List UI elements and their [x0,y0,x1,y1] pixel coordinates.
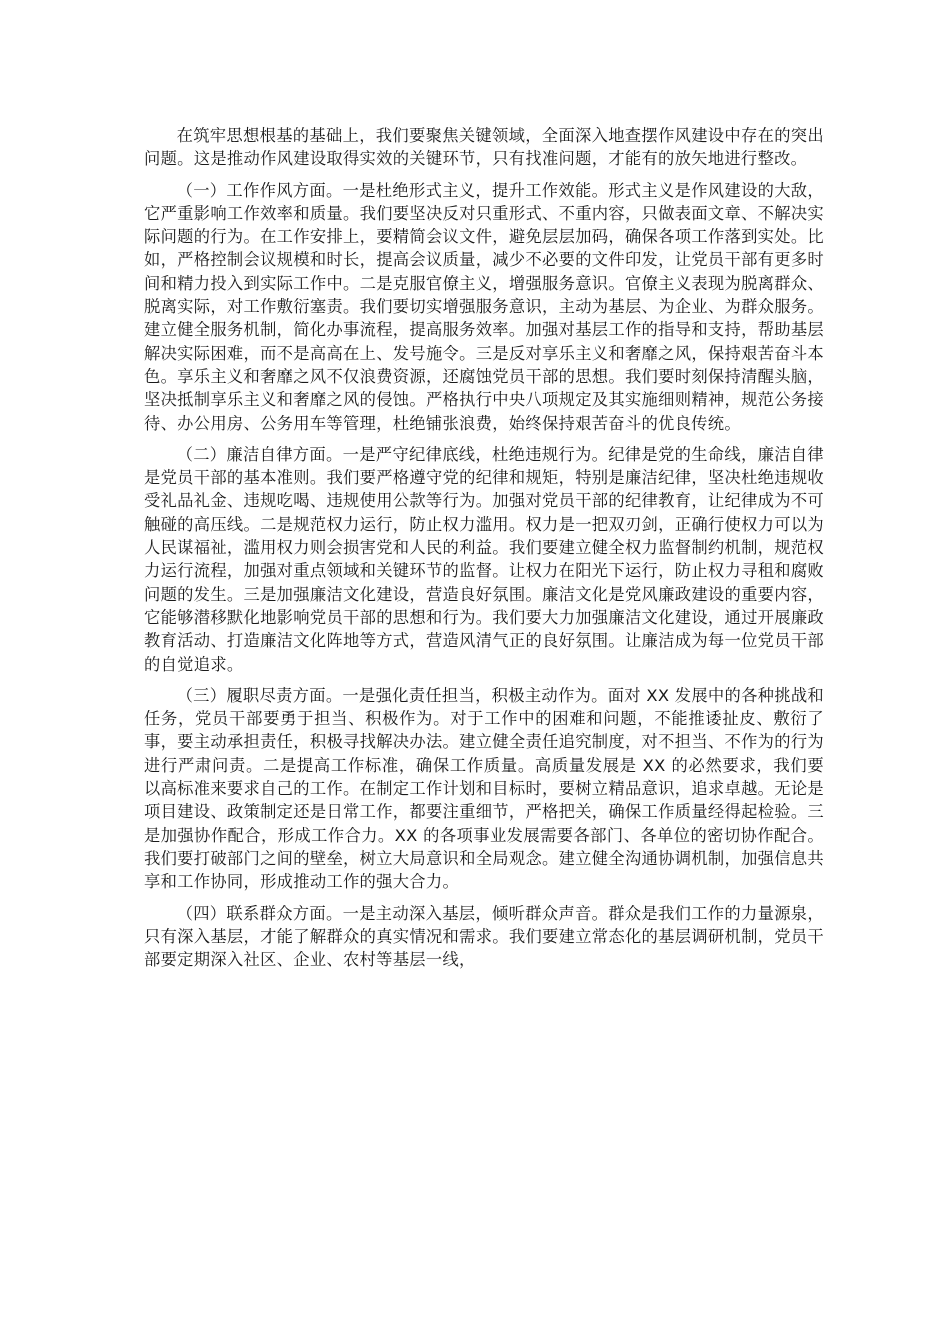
document-body [144,124,824,979]
paragraph-intro: 在筑牢思想根基的基础上，我们要聚焦关键领域，全面深入地查摆作风建设中存在的突出问题。这是推动作风建设取得实效的关键环节，只有找准问题，才能有的放矢地进行整改。 [144,126,824,169]
paragraph-masses: （四）联系群众方面。一是主动深入基层，倾听群众声音。群众是我们工作的力量源泉，只有深入基层，才能了解群众的真实情况和需求。我们要建立常态化的基层调研机制，党员干部要定期深入社区、企业、农村等基层一线， [144,903,824,970]
paragraph-duty: （三）履职尽责方面。一是强化责任担当，积极主动作为。面对 XX 发展中的各种挑战和任务，党员干部要勇于担当、积极作为。对于工作中的困难和问题，不能推诿扯皮、敷衍了事，要主动承担责任，积极寻找解决办法。建立健全责任追究制度，对不担当、不作为的行为进行严肃问责。二是提高工作标准，确保工作质量。高质量发展是 XX 的必然要求，我们要以高标准来要求自己的工作。在制定工作计划和目标时，要树立精品意识，追求卓越。无论是项目建设、政策制定还是日常工作，都要注重细节，严格把关，确保工作质量经得起检验。三是加强协作配合，形成工作合力。XX 的各项事业发展需要各部门、各单位的密切协作配合。我们要打破部门之间的壁垒，树立大局意识和全局观念。建立健全沟通协调机制，加强信息共享和工作协同，形成推动工作的强大合力。 [144,685,824,892]
paragraph-work-style: （一）工作作风方面。一是杜绝形式主义，提升工作效能。形式主义是作风建设的大敌，它严重影响工作效率和质量。我们要坚决反对只重形式、不重内容，只做表面文章、不解决实际问题的行为。在工作安排上，要精简会议文件，避免层层加码，确保各项工作落到实处。比如，严格控制会议规模和时长，提高会议质量，减少不必要的文件印发，让党员干部有更多时间和精力投入到实际工作中。二是克服官僚主义，增强服务意识。官僚主义表现为脱离群众、脱离实际，对工作敷衍塞责。我们要切实增强服务意识，主动为基层、为企业、为群众服务。建立健全服务机制，简化办事流程，提高服务效率。加强对基层工作的指导和支持，帮助基层解决实际困难，而不是高高在上、发号施令。三是反对享乐主义和奢靡之风，保持艰苦奋斗本色。享乐主义和奢靡之风不仅浪费资源，还腐蚀党员干部的思想。我们要时刻保持清醒头脑，坚决抵制享乐主义和奢靡之风的侵蚀。严格执行中央八项规定及其实施细则精神，规范公务接待、办公用房、公务用车等管理，杜绝铺张浪费，始终保持艰苦奋斗的优良传统。 [144,180,824,433]
paragraph-integrity: （二）廉洁自律方面。一是严守纪律底线，杜绝违规行为。纪律是党的生命线，廉洁自律是党员干部的基本准则。我们要严格遵守党的纪律和规矩，特别是廉洁纪律，坚决杜绝违规收受礼品礼金、违规吃喝、违规使用公款等行为。加强对党员干部的纪律教育，让纪律成为不可触碰的高压线。二是规范权力运行，防止权力滥用。权力是一把双刃剑，正确行使权力可以为人民谋福祉，滥用权力则会损害党和人民的利益。我们要建立健全权力监督制约机制，规范权力运行流程，加强对重点领域和关键环节的监督。让权力在阳光下运行，防止权力寻租和腐败问题的发生。三是加强廉洁文化建设，营造良好氛围。廉洁文化是党风廉政建设的重要内容，它能够潜移默化地影响党员干部的思想和行为。我们要大力加强廉洁文化建设，通过开展廉政教育活动、打造廉洁文化阵地等方式，营造风清气正的良好氛围。让廉洁成为每一位党员干部的自觉追求。 [144,444,824,674]
